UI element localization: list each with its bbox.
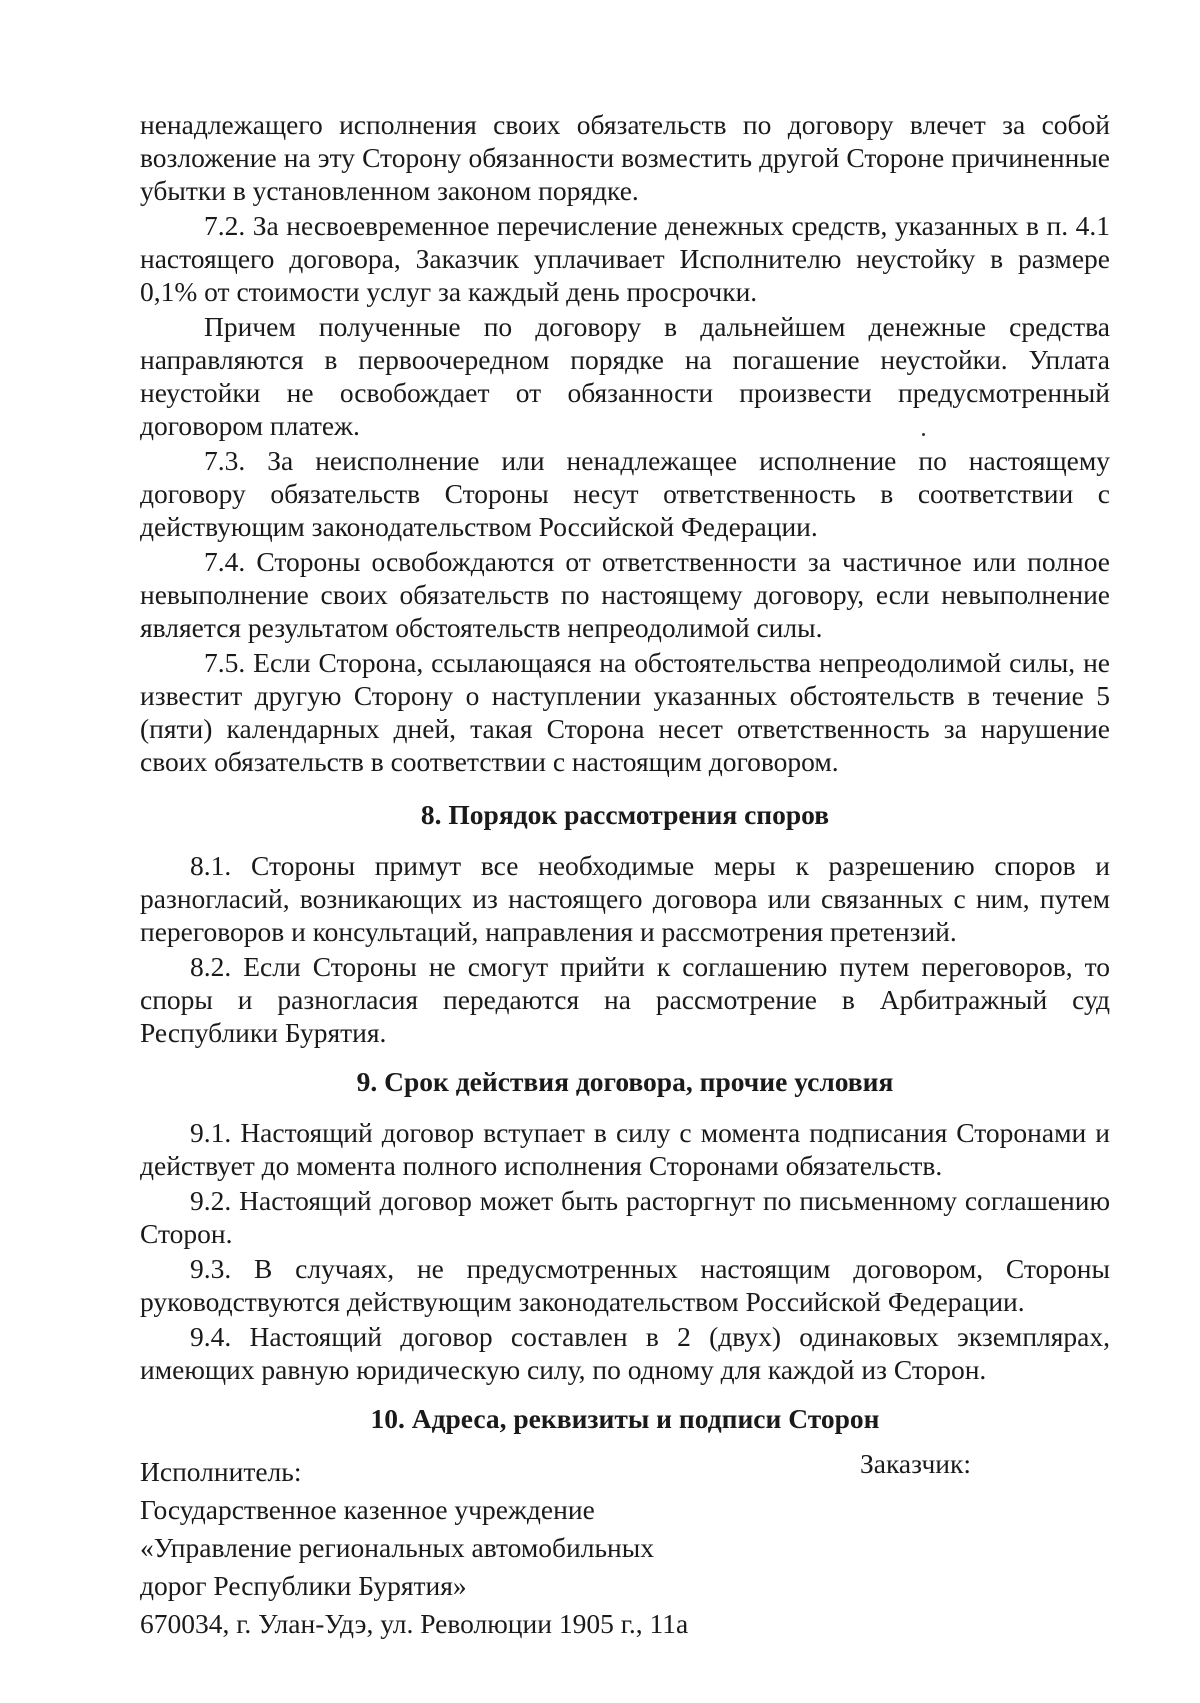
section-8-title: 8. Порядок рассмотрения споров (420, 799, 830, 830)
section-9-title: 9. Срок действия договора, прочие условия (356, 1066, 894, 1097)
clause-7-2: 7.2. За несвоевременное перечисление денежных средств, указанных в п. 4.1 настоящего договора, Заказчик уплачивает Исполнителю неустойку в размере 0,1% от стоимости услуг за каждый день просрочки. (140, 210, 1110, 307)
clause-7-5: 7.5. Если Сторона, ссылающаяся на обстоятельства непреодолимой силы, не известит другую Сторону о наступлении указанных обстоятельств в течение 5 (пяти) календарных дней, такая Сторона несет ответственность за нарушение своих обязательств в соответствии с настоящим договором. (140, 647, 1110, 777)
scan-artifact-dot (922, 433, 925, 436)
section-9-body (140, 1116, 1110, 1386)
clause-7-2-continued: Причем полученные по договору в дальнейшем денежные средства направляются в первоочередном порядке на погашение неустойки. Уплата неустойки не освобождает от обязанности произвести предусмотренный договором платеж. (140, 311, 1110, 441)
clause-8-2: 8.2. Если Стороны не смогут прийти к соглашению путем переговоров, то споры и разногласия передаются на рассмотрение в Арбитражный суд Республики Бурятия. (140, 951, 1110, 1048)
clause-9-3: 9.3. В случаях, не предусмотренных настоящим договором, Стороны руководствуются действующим законодательством Российской Федерации. (140, 1253, 1110, 1317)
clause-7-3: 7.3. За неисполнение или ненадлежащее исполнение по настоящему договору обязательств Стороны несут ответственность в соответствии с действующим законодательством Российской Федерации. (140, 445, 1110, 542)
executor-org-line-1: Государственное казенное учреждение (140, 1494, 595, 1525)
parties-block (140, 1448, 1110, 1703)
executor-label: Исполнитель: (140, 1456, 302, 1487)
customer-label: Заказчик: (860, 1448, 971, 1479)
executor-org-line-3: дорог Республики Бурятия» (140, 1570, 467, 1601)
clause-7-4: 7.4. Стороны освобождаются от ответственности за частичное или полное невыполнение своих обязательств по настоящему договору, если невыполнение является результатом обстоятельств непреодолимой силы. (140, 546, 1110, 643)
clause-9-2: 9.2. Настоящий договор может быть расторгнут по письменному соглашению Сторон. (140, 1185, 1110, 1249)
executor-address: 670034, г. Улан-Удэ, ул. Революции 1905 г., 11а (140, 1608, 689, 1639)
continuation-paragraph: ненадлежащего исполнения своих обязательств по договору влечет за собой возложение на эту Сторону обязанности возместить другой Стороне причиненные убытки в установленном законом порядке. (140, 109, 1110, 206)
section-8-body (140, 849, 1110, 1049)
clause-8-1: 8.1. Стороны примут все необходимые меры к разрешению споров и разногласий, возникающих из настоящего договора или связанных с ним, путем переговоров и консультаций, направления и рассмотрения претензий. (140, 850, 1110, 947)
executor-org-line-2: «Управление региональных автомобильных (140, 1532, 654, 1563)
document-body (140, 108, 1110, 1703)
executor-details (140, 1453, 780, 1643)
clause-9-1: 9.1. Настоящий договор вступает в силу с момента подписания Сторонами и действует до момента полного исполнения Сторонами обязательств. (140, 1117, 1110, 1181)
clause-9-4: 9.4. Настоящий договор составлен в 2 (двух) одинаковых экземплярах, имеющих равную юридическую силу, по одному для каждой из Сторон. (140, 1321, 1110, 1385)
section-10-title: 10. Адреса, реквизиты и подписи Сторон (370, 1403, 880, 1434)
